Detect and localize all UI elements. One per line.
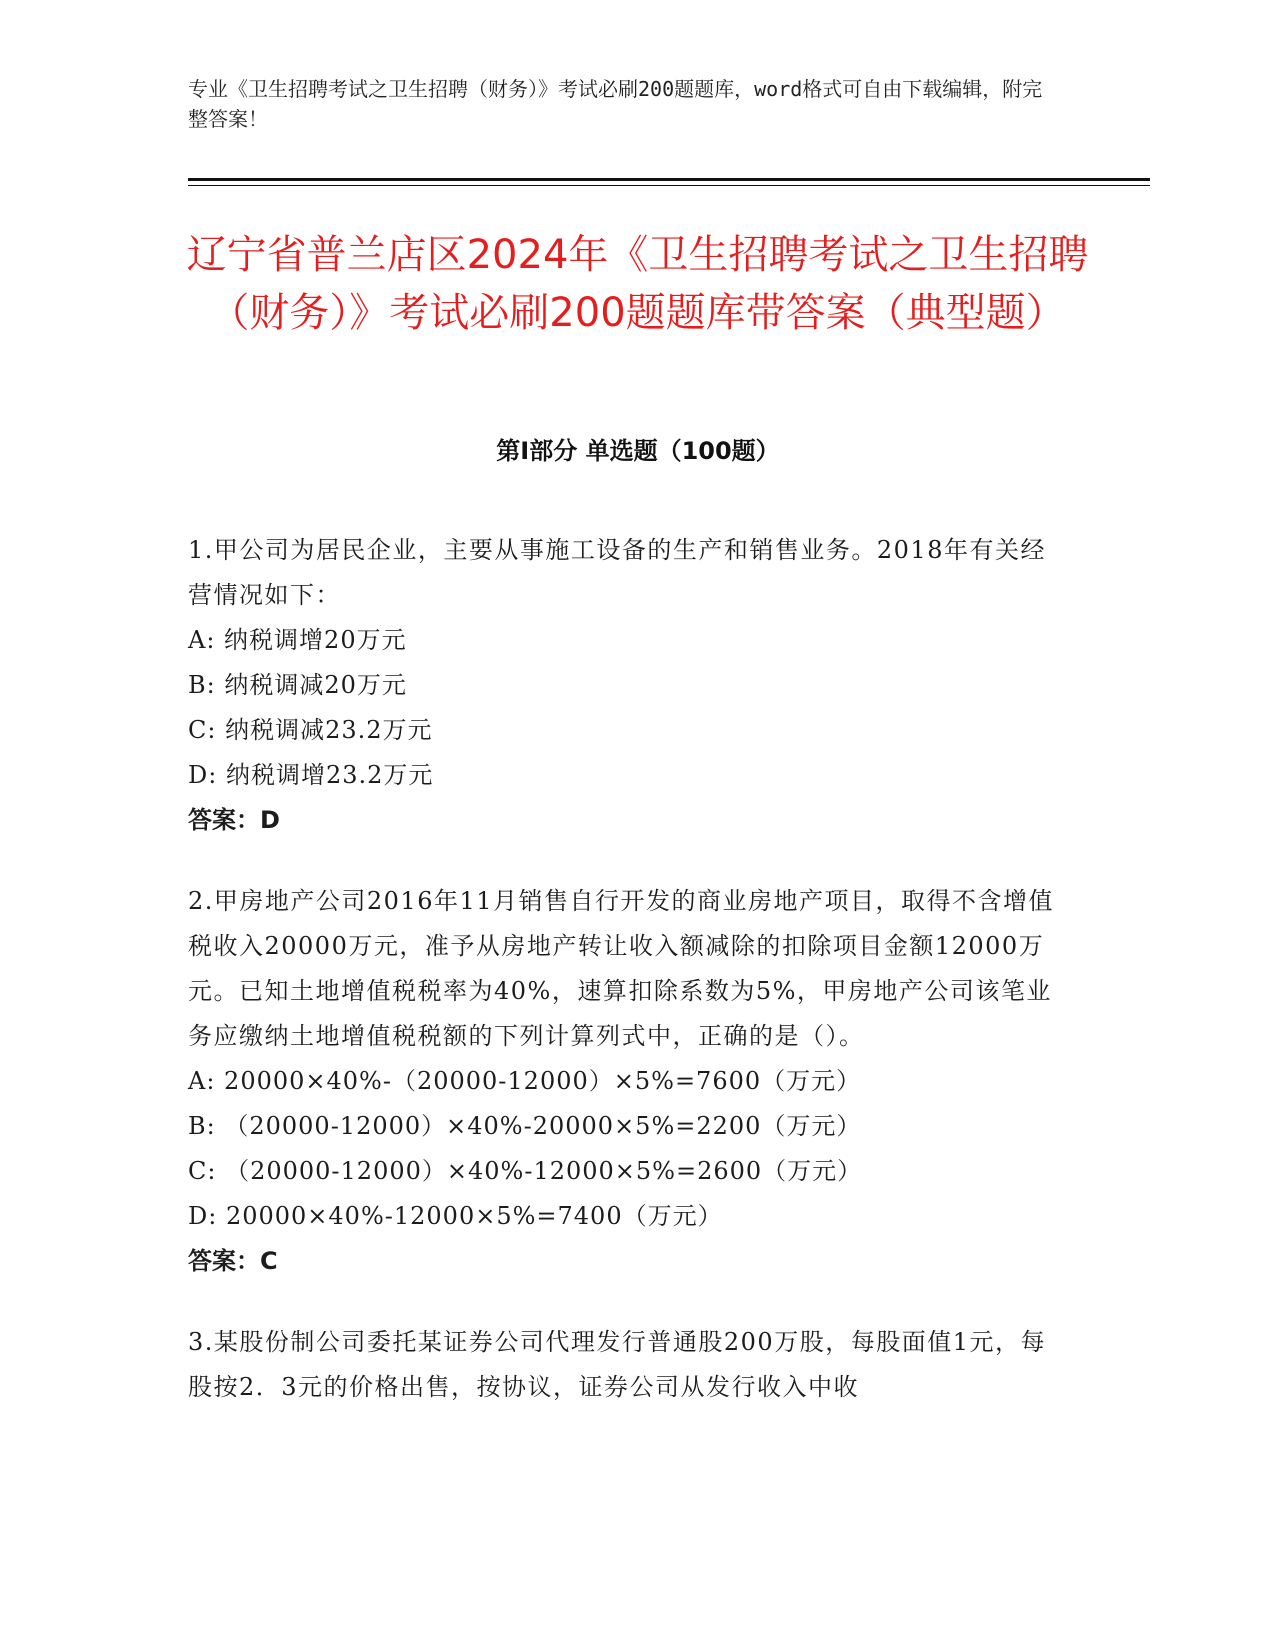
header-rule-thick	[188, 178, 1150, 181]
option-c: C: 纳税调减23.2万元	[188, 716, 433, 744]
header-note: 专业《卫生招聘考试之卫生招聘（财务）》考试必刷200题题库，word格式可自由下载编辑，附完整答案！	[188, 77, 1043, 131]
option-d: D: 20000×40%-12000×5%=7400（万元）	[188, 1202, 723, 1230]
answer: 答案：D	[188, 806, 280, 834]
section-title: 第Ⅰ部分 单选题（100题）	[496, 437, 780, 465]
question-list	[188, 528, 1068, 1446]
question-3	[188, 1320, 1068, 1410]
answer: 答案：C	[188, 1247, 278, 1275]
question-stem: 1.甲公司为居民企业，主要从事施工设备的生产和销售业务。2018年有关经营情况如下：	[188, 536, 1046, 609]
option-a: A: 纳税调增20万元	[188, 626, 407, 654]
option-b: B: 纳税调减20万元	[188, 671, 407, 699]
question-stem: 3.某股份制公司委托某证券公司代理发行普通股200万股，每股面值1元，每股按2．3元的价格出售，按协议，证券公司从发行收入中收	[188, 1328, 1046, 1401]
header-rule-thin	[188, 185, 1150, 186]
question-1	[188, 528, 1068, 843]
document-title: 辽宁省普兰店区2024年《卫生招聘考试之卫生招聘（财务）》考试必刷200题题库带答案（典型题）	[186, 232, 1089, 336]
question-2	[188, 879, 1068, 1284]
option-d: D: 纳税调增23.2万元	[188, 761, 434, 789]
option-b: B: （20000-12000）×40%-20000×5%=2200（万元）	[188, 1112, 862, 1140]
option-c: C: （20000-12000）×40%-12000×5%=2600（万元）	[188, 1157, 863, 1185]
question-stem: 2.甲房地产公司2016年11月销售自行开发的商业房地产项目，取得不含增值税收入20000万元，准予从房地产转让收入额减除的扣除项目金额12000万元。已知土地增值税税率为40%，速算扣除系数为5%，甲房地产公司该笔业务应缴纳土地增值税税额的下列计算列式中，正确的是（）。	[188, 887, 1055, 1050]
option-a: A: 20000×40%-（20000-12000）×5%=7600（万元）	[188, 1067, 862, 1095]
